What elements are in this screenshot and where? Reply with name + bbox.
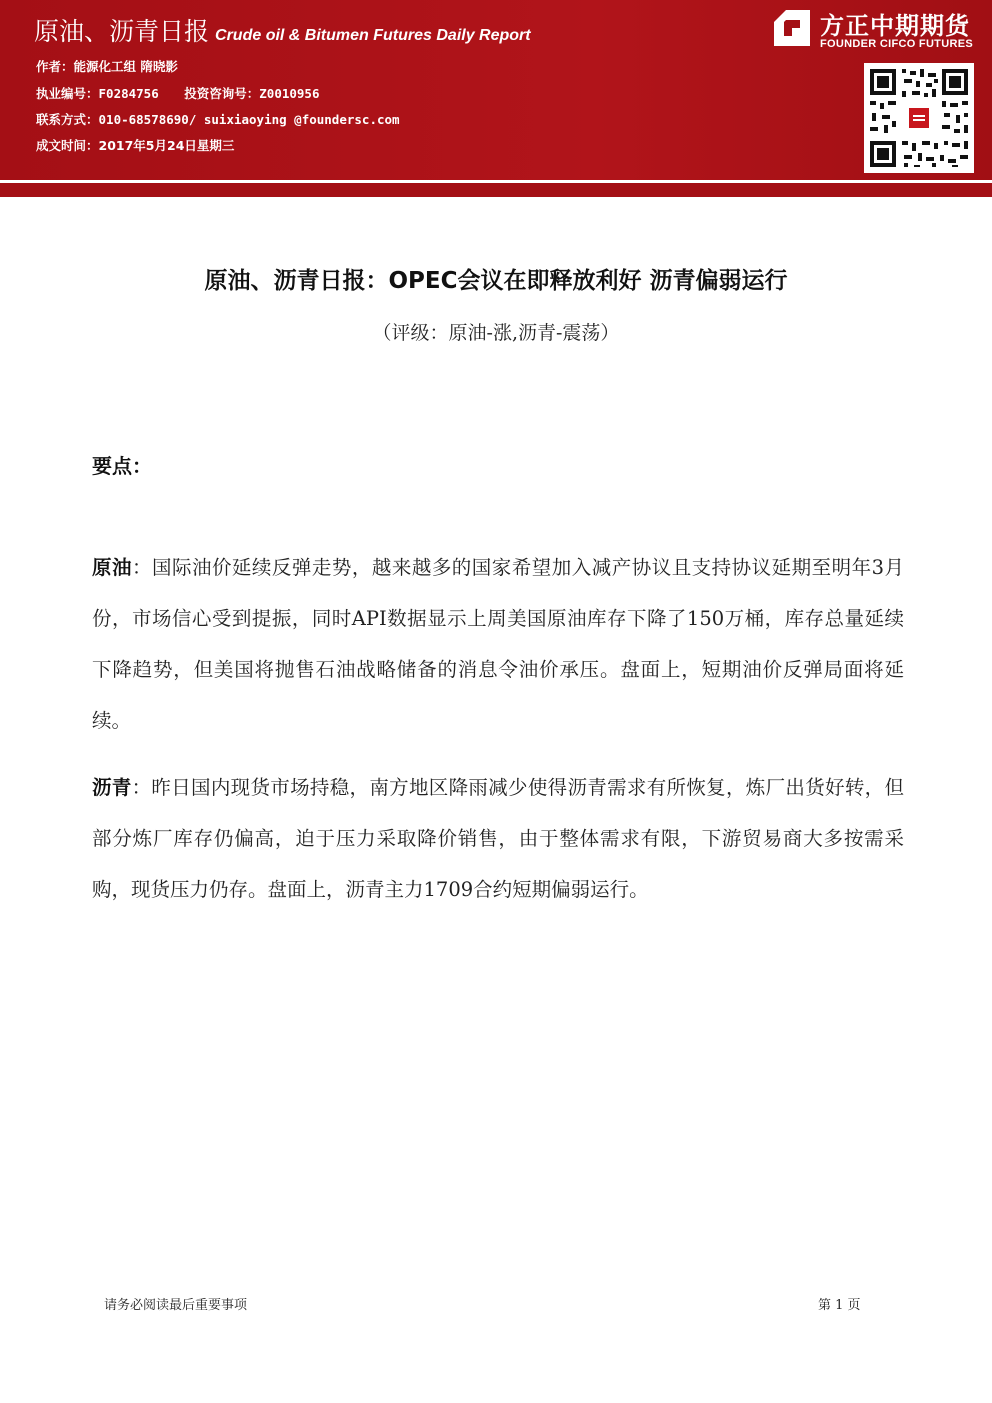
document-title: 原油、沥青日报：OPEC会议在即释放利好 沥青偏弱运行 — [204, 268, 788, 294]
footer-notice: 请务必阅读最后重要事项 — [104, 1298, 248, 1313]
contact-line — [36, 110, 400, 128]
license-label: 执业编号： — [36, 86, 99, 101]
logo-mark-icon — [772, 8, 812, 48]
consult-label: 投资咨询号： — [184, 86, 260, 101]
consult-value: Z0010956 — [259, 86, 320, 101]
header-title — [34, 12, 531, 48]
page-number: 第 1 页 — [818, 1298, 861, 1313]
date-label: 成文时间： — [36, 138, 99, 153]
key-points-heading: 要点： — [92, 454, 152, 478]
section-text: ：昨日国内现货市场持稳，南方地区降雨减少使得沥青需求有所恢复，炼厂出货好转，但部分炼厂库存仍偏高，迫于压力采取降价销售，由于整体需求有限，下游贸易商大多按需采购，现货压力仍存。盘面上，沥青主力1709合约短期偏弱运行。 — [92, 776, 904, 901]
header-title-en: Crude oil & Bitumen Futures Daily Report — [215, 27, 531, 44]
author-value: 能源化工组 隋晓影 — [73, 59, 178, 74]
header-divider — [0, 180, 992, 182]
contact-label: 联系方式： — [36, 112, 99, 127]
date-line — [36, 136, 234, 154]
section-term: 沥青 — [92, 776, 132, 799]
header-title-cn: 原油、沥青日报 — [34, 17, 210, 46]
qr-code-icon[interactable] — [864, 63, 974, 173]
section-bitumen — [92, 762, 904, 915]
logo-name-cn: 方正中期期货 — [820, 12, 970, 40]
license-line — [36, 84, 320, 102]
section-term: 原油 — [92, 556, 132, 579]
header-band — [0, 183, 992, 197]
author-label: 作者： — [36, 59, 74, 74]
document-rating: （评级：原油-涨,沥青-震荡） — [372, 322, 620, 344]
section-crude-oil — [92, 542, 904, 746]
contact-value: 010-68578690/ suixiaoying @foundersc.com — [98, 112, 400, 127]
license-value: F0284756 — [98, 86, 159, 101]
section-text: ：国际油价延续反弹走势，越来越多的国家希望加入减产协议且支持协议延期至明年3月份，市场信心受到提振，同时API数据显示上周美国原油库存下降了150万桶，库存总量延续下降趋势，但美国将抛售石油战略储备的消息令油价承压。盘面上，短期油价反弹局面将延续。 — [92, 556, 904, 732]
company-logo — [772, 6, 984, 54]
date-value: 2017年5月24日星期三 — [98, 138, 235, 153]
report-header — [0, 0, 992, 180]
author-line — [36, 57, 178, 75]
logo-name-en: FOUNDER CIFCO FUTURES — [820, 38, 973, 50]
